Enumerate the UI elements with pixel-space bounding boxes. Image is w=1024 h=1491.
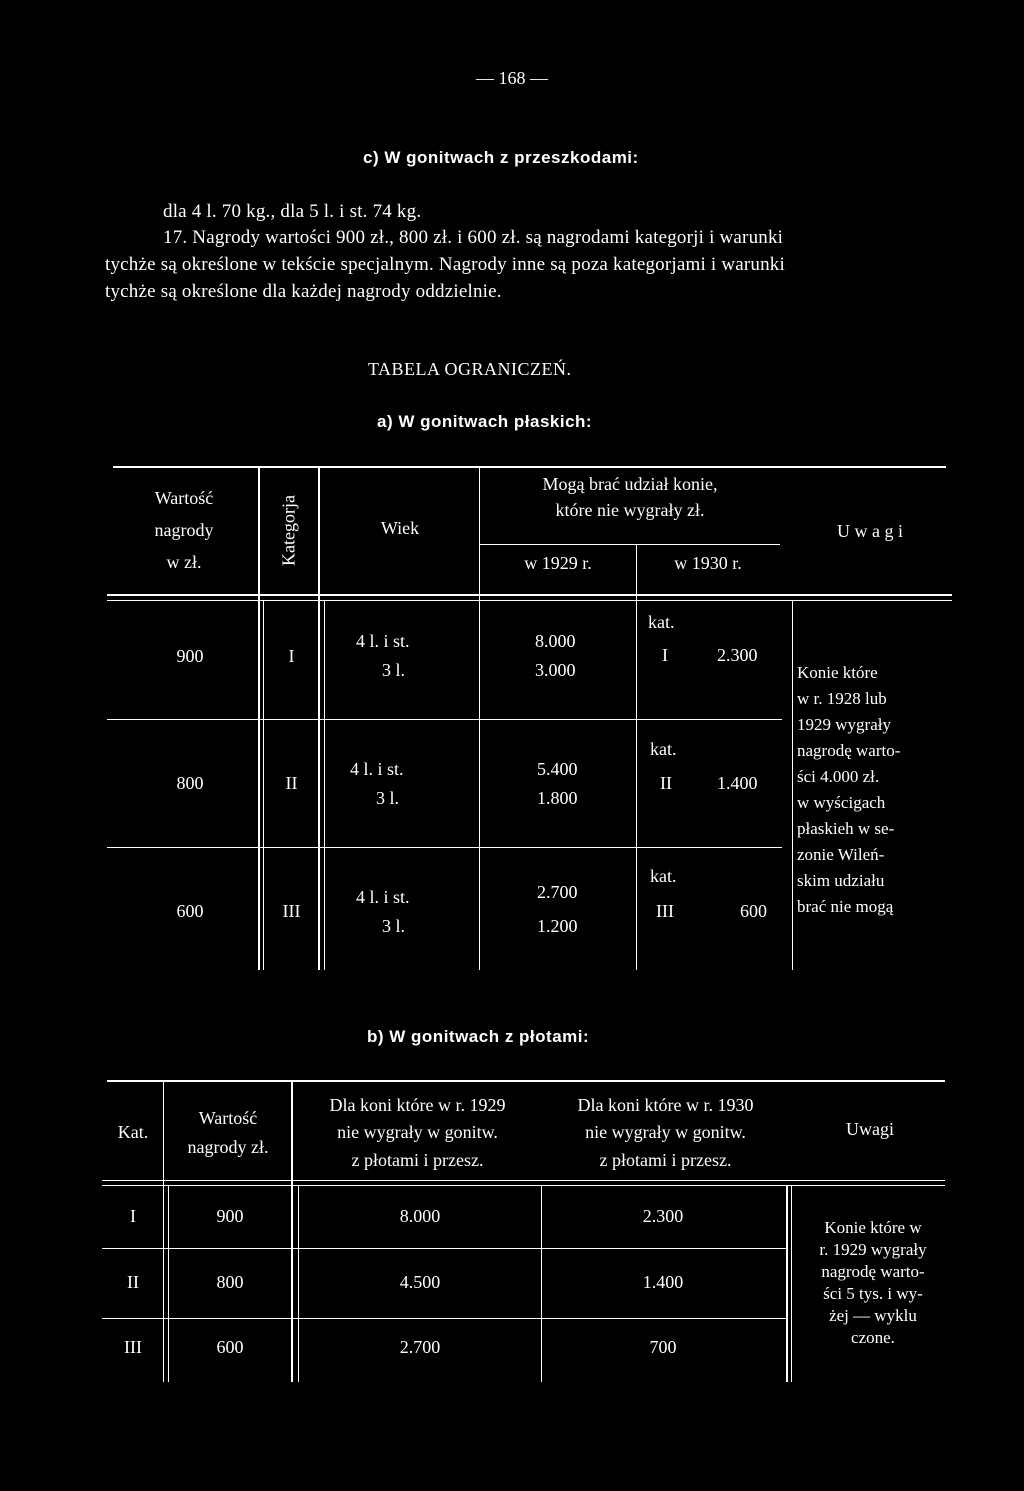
table-a-top-rule <box>113 466 946 468</box>
header-1930: w 1930 r. <box>674 553 742 573</box>
b-row-2-value: 800 <box>216 1272 244 1292</box>
notes-b-line-1: Konie które w <box>824 1218 922 1237</box>
header-may-l2: które nie wygrały zł. <box>555 500 705 520</box>
table-b-vline-3 <box>541 1185 542 1382</box>
row-1-amt-1: 8.000 <box>535 631 576 651</box>
table-a-row-rule-1 <box>107 719 782 720</box>
b-header-1929-l3: z płotami i przesz. <box>351 1150 484 1170</box>
b-header-1929-l1: Dla koni które w r. 1929 <box>329 1095 506 1115</box>
table-a-vline-4 <box>636 545 637 970</box>
table-b-vline-1 <box>163 1082 164 1382</box>
table-b-vline-2 <box>291 1082 293 1382</box>
header-1929: w 1929 r. <box>524 553 592 573</box>
notes-b-line-6: czone. <box>851 1328 895 1347</box>
row-3-kat-label: kat. <box>650 866 677 886</box>
table-a-notes <box>797 660 900 920</box>
b-row-3-1930: 700 <box>649 1337 677 1357</box>
section-c-line-2: 17. Nagrody wartości 900 zł., 800 zł. i 600 zł. są nagrodami kategorji i warunki <box>163 227 784 248</box>
table-a-vline-3 <box>479 468 480 970</box>
header-category: Kategorja <box>278 495 299 566</box>
row-2-kat: II <box>660 773 672 793</box>
b-header-value-l2: nagrody zł. <box>187 1137 269 1157</box>
row-2-age-1: 4 l. i st. <box>350 759 404 779</box>
b-header-1930-l3: z płotami i przesz. <box>599 1150 732 1170</box>
section-c-line-4: tychże są określone dla każdej nagrody oddzielnie. <box>105 281 502 302</box>
section-a-heading: a) W gonitwach płaskich: <box>377 412 593 431</box>
b-row-2-1930: 1.400 <box>642 1272 684 1292</box>
table-b-header-rule <box>102 1180 945 1181</box>
row-2-amt-1930: 1.400 <box>717 773 758 793</box>
table-title: TABELA OGRANICZEŃ. <box>368 359 572 379</box>
b-row-3-1929: 2.700 <box>399 1337 441 1357</box>
header-value-l1: Wartość <box>154 488 214 508</box>
table-b-vline-1b <box>168 1185 169 1382</box>
row-3-category: III <box>282 901 301 921</box>
section-b-heading: b) W gonitwach z płotami: <box>367 1027 590 1046</box>
table-b-vline-4 <box>786 1185 788 1382</box>
table-a-row-rule-2 <box>107 847 782 848</box>
row-1-age-2: 3 l. <box>382 660 406 680</box>
notes-a-line-10: brać nie mogą <box>797 897 894 916</box>
row-2-category: II <box>285 773 298 793</box>
header-age: Wiek <box>380 518 420 538</box>
notes-a-line-9: skim udziału <box>797 871 885 890</box>
b-row-1-1930: 2.300 <box>642 1206 684 1226</box>
header-value-l3: w zł. <box>166 552 202 572</box>
row-3-amt-1: 2.700 <box>537 882 578 902</box>
row-2-age-2: 3 l. <box>376 788 400 808</box>
notes-b-line-2: r. 1929 wygrały <box>819 1240 927 1259</box>
row-1-amt-2: 3.000 <box>535 660 576 680</box>
notes-b-line-4: ści 5 tys. i wy- <box>823 1284 923 1303</box>
notes-a-line-6: w wyścigach <box>797 793 886 812</box>
row-2-value: 800 <box>176 773 204 793</box>
page-number: — 168 — <box>476 68 548 88</box>
table-b-notes <box>797 1217 949 1349</box>
row-1-kat: I <box>662 645 668 665</box>
b-row-1-1929: 8.000 <box>399 1206 441 1226</box>
table-b-row-rule-2 <box>102 1318 787 1319</box>
table-a-vline-2b <box>324 600 325 970</box>
table-b-header-rule-2 <box>102 1185 945 1186</box>
row-2-amt-2: 1.800 <box>537 788 578 808</box>
notes-a-line-3: 1929 wygrały <box>797 715 891 734</box>
row-3-age-2: 3 l. <box>382 916 406 936</box>
b-row-2-1929: 4.500 <box>399 1272 441 1292</box>
table-b-vline-2b <box>298 1185 299 1382</box>
section-c-line-1: dla 4 l. 70 kg., dla 5 l. i st. 74 kg. <box>163 201 422 222</box>
notes-a-line-5: ści 4.000 zł. <box>797 767 880 786</box>
b-header-notes: Uwagi <box>846 1119 894 1139</box>
b-header-value-l1: Wartość <box>198 1108 258 1128</box>
row-1-value: 900 <box>176 646 204 666</box>
table-b-vline-4b <box>791 1185 792 1382</box>
header-notes: U w a g i <box>837 521 903 541</box>
table-a-header-rule <box>107 594 952 596</box>
section-c-line-3: tychże są określone w tekście specjalnym. Nagrody inne są poza kategorjami i warunki <box>105 254 785 275</box>
table-a-vline-1 <box>258 468 260 970</box>
row-1-category: I <box>288 646 295 666</box>
row-1-kat-label: kat. <box>648 612 675 632</box>
notes-a-line-8: zonie Wileń- <box>797 845 885 864</box>
table-b-row-rule-1 <box>102 1248 787 1249</box>
notes-b-line-5: żej — wyklu <box>829 1306 917 1325</box>
b-row-1-kat: I <box>130 1206 136 1226</box>
b-row-3-value: 600 <box>216 1337 244 1357</box>
row-3-value: 600 <box>176 901 204 921</box>
notes-a-line-1: Konie które <box>797 663 878 682</box>
row-2-kat-label: kat. <box>650 739 677 759</box>
row-1-amt-1930: 2.300 <box>717 645 758 665</box>
notes-a-line-7: płaskieh w se- <box>797 819 895 838</box>
table-a-year-rule <box>480 544 780 545</box>
notes-b-line-3: nagrodę warto- <box>821 1262 925 1281</box>
b-row-3-kat: III <box>124 1337 142 1357</box>
table-a-vline-2 <box>318 468 320 970</box>
b-row-1-value: 900 <box>216 1206 244 1226</box>
row-2-amt-1: 5.400 <box>537 759 578 779</box>
table-b-top-rule <box>107 1080 945 1082</box>
b-header-kat: Kat. <box>117 1122 149 1142</box>
section-c-heading: c) W gonitwach z przeszkodami: <box>363 148 639 167</box>
row-1-age-1: 4 l. i st. <box>356 631 410 651</box>
b-header-1929-l2: nie wygrały w gonitw. <box>337 1122 498 1142</box>
b-header-1930-l2: nie wygrały w gonitw. <box>585 1122 746 1142</box>
header-may-l1: Mogą brać udział konie, <box>542 474 718 494</box>
row-3-amt-2: 1.200 <box>537 916 578 936</box>
row-3-amt-1930: 600 <box>740 901 767 921</box>
row-3-kat: III <box>656 901 674 921</box>
header-value-l2: nagrody <box>154 520 214 540</box>
b-row-2-kat: II <box>127 1272 139 1292</box>
table-a-header-rule-2 <box>107 600 952 601</box>
notes-a-line-2: w r. 1928 lub <box>797 689 887 708</box>
row-3-age-1: 4 l. i st. <box>356 887 410 907</box>
notes-a-line-4: nagrodę warto- <box>797 741 901 760</box>
b-header-1930-l1: Dla koni które w r. 1930 <box>577 1095 754 1115</box>
table-a-vline-5 <box>792 600 793 970</box>
